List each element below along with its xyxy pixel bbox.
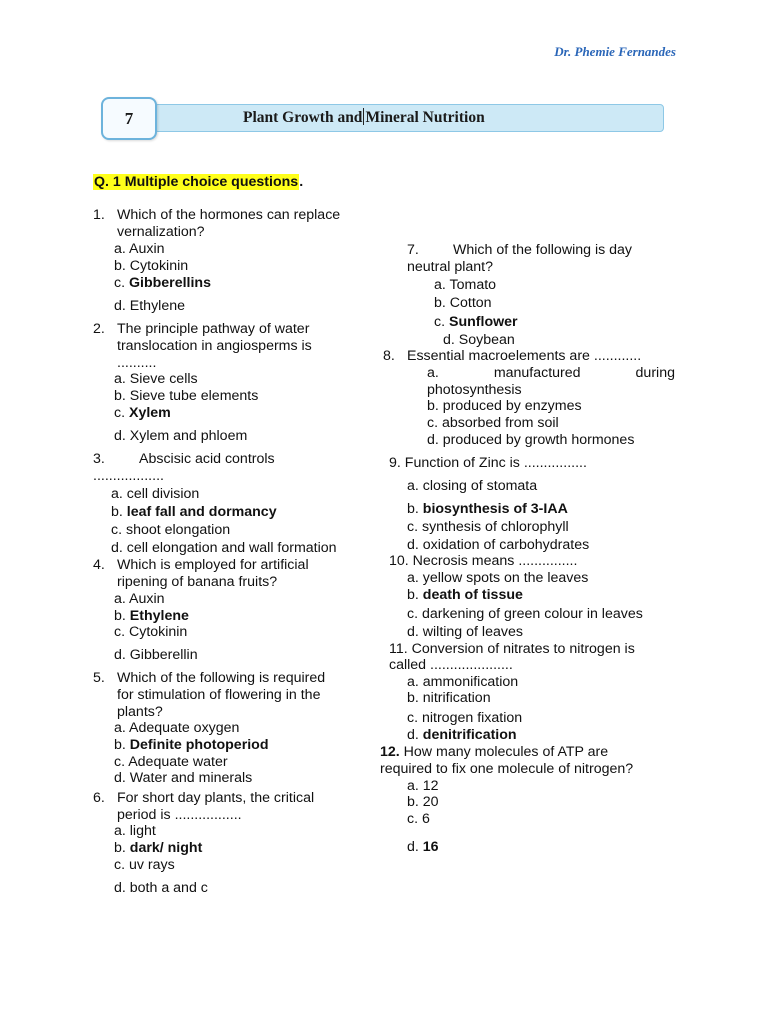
question-2-option-a: a. Sieve cells [114,371,198,387]
question-9-option-d: d. oxidation of carbohydrates [407,537,590,553]
question-2-option-d: d. Xylem and phloem [114,428,248,444]
question-10-text: 10. Necrosis means ............... [389,553,578,569]
question-11-option-d [407,727,517,744]
question-12-text-line-2: required to fix one molecule of nitrogen? [380,761,634,777]
question-6-answer: dark/ night [129,840,203,856]
question-4-option-a: a. Auxin [114,591,165,607]
question-5-answer: Definite photoperiod [129,737,269,753]
option-prefix: c. [434,314,449,330]
question-12-option-d [407,839,439,856]
question-4-text-line-2: ripening of banana fruits? [117,574,278,590]
question-9-option-c: c. synthesis of chlorophyll [407,519,569,535]
question-5-text-line-2: for stimulation of flowering in the [117,687,321,703]
option-prefix: c. [114,405,129,421]
option-prefix: b. [111,504,127,520]
question-5-option-c: c. Adequate water [114,754,228,770]
chapter-title-part2: Mineral Nutrition [365,109,485,126]
question-1-option-d: d. Ethylene [114,298,185,314]
question-2-text-line-2: translocation in angiosperms is [117,338,312,354]
section-heading-suffix: . [299,174,304,190]
question-3-answer: leaf fall and dormancy [126,504,277,520]
question-3-text-line-2: .................. [93,468,164,484]
question-9-answer: biosynthesis of 3-IAA [422,501,568,517]
question-12-answer: 16 [422,839,439,855]
question-8-option-a [427,365,675,382]
question-3-number: 3. [93,451,105,467]
option-a-word-3: during [635,365,675,381]
question-7-option-a: a. Tomato [434,277,497,293]
option-a-word-1: a. [427,365,439,381]
question-5-option-a: a. Adequate oxygen [114,720,240,736]
question-4-option-c: c. Cytokinin [114,624,188,640]
question-1-text-line-2: vernalization? [117,224,205,240]
question-2-text-line-1: The principle pathway of water [117,321,310,337]
question-5-text-line-3: plants? [117,704,163,720]
question-10-answer: death of tissue [422,587,523,603]
question-7-number: 7. [407,242,419,258]
question-1-text-line-1: Which of the hormones can replace [117,207,341,223]
chapter-title [243,108,485,127]
question-12-text-line-1 [380,744,608,761]
question-1-option-c [114,275,211,292]
question-5-text-line-1: Which of the following is required [117,670,326,686]
question-4-answer: Ethylene [129,608,189,624]
question-8-option-d: d. produced by growth hormones [427,432,635,448]
option-prefix: d. [407,839,423,855]
question-1-number: 1. [93,207,105,223]
question-11-text-line-2: called ..................... [389,657,513,673]
question-6-option-d: d. both a and c [114,880,208,896]
question-11-answer: denitrification [422,727,517,743]
question-9-text: 9. Function of Zinc is ................ [389,455,587,471]
chapter-title-part1: Plant Growth and [243,109,363,126]
question-11-option-a: a. ammonification [407,674,519,690]
question-8-text-line-1: Essential macroelements are ............ [407,348,642,364]
question-12-option-c: c. 6 [407,811,430,827]
option-prefix: b. [407,587,423,603]
question-3-option-b [111,504,277,521]
question-1-option-a: a. Auxin [114,241,165,257]
question-7-text-line-2: neutral plant? [407,259,493,275]
question-6-option-b [114,840,202,857]
option-prefix: b. [114,608,130,624]
question-5-option-d: d. Water and minerals [114,770,253,786]
chapter-banner [154,104,664,132]
question-6-number: 6. [93,790,105,806]
question-4-text-line-1: Which is employed for artificial [117,557,309,573]
question-7-text-line-1: Which of the following is day [453,242,633,258]
question-3-option-d: d. cell elongation and wall formation [111,540,337,556]
question-9-option-a: a. closing of stomata [407,478,538,494]
question-12-option-a: a. 12 [407,778,439,794]
question-11-text-line-1: 11. Conversion of nitrates to nitrogen is [389,641,635,657]
option-prefix: b. [407,501,423,517]
question-3-option-a: a. cell division [111,486,200,502]
question-8-number: 8. [383,348,395,364]
question-2-option-b: b. Sieve tube elements [114,388,259,404]
question-3-text-line-1: Abscisic acid controls [139,451,275,467]
question-4-number: 4. [93,557,105,573]
author-name: Dr. Phemie Fernandes [554,44,676,59]
question-12-number: 12. [380,744,400,760]
question-9-option-b [407,501,568,518]
question-10-option-b [407,587,523,604]
question-6-option-c: c. uv rays [114,857,175,873]
question-2-answer: Xylem [128,405,171,421]
chapter-number: 7 [101,97,157,140]
question-11-option-b: b. nitrification [407,690,491,706]
question-1-answer: Gibberellins [128,275,211,291]
question-8-option-c: c. absorbed from soil [427,415,559,431]
question-2-option-c [114,405,171,422]
question-6-text-line-1: For short day plants, the critical [117,790,315,806]
question-1-option-b: b. Cytokinin [114,258,189,274]
option-prefix: b. [114,840,130,856]
question-4-option-d: d. Gibberellin [114,647,198,663]
question-3-option-c: c. shoot elongation [111,522,231,538]
question-6-text-line-2: period is ................. [117,807,242,823]
option-prefix: d. [407,727,423,743]
question-5-number: 5. [93,670,105,686]
question-11-option-c: c. nitrogen fixation [407,710,523,726]
question-7-option-d: d. Soybean [443,332,515,348]
option-prefix: c. [114,275,129,291]
option-a-word-2: manufactured [493,365,581,381]
option-prefix: b. [114,737,130,753]
question-10-option-c: c. darkening of green colour in leaves [407,606,643,622]
question-12-text: How many molecules of ATP are [399,744,609,760]
question-12-option-b: b. 20 [407,794,439,810]
question-5-option-b [114,737,269,754]
question-10-option-d: d. wilting of leaves [407,624,523,640]
question-7-option-c [434,314,518,331]
question-7-answer: Sunflower [448,314,518,330]
question-10-option-a: a. yellow spots on the leaves [407,570,589,586]
question-8-option-a-continued: photosynthesis [427,382,522,398]
question-4-option-b [114,608,189,625]
section-heading [93,174,303,190]
section-heading-text: Q. 1 Multiple choice questions [94,174,299,190]
question-6-option-a: a. light [114,823,156,839]
question-8-option-b: b. produced by enzymes [427,398,582,414]
question-2-text-line-3: .......... [117,355,157,371]
question-7-option-b: b. Cotton [434,295,492,311]
question-2-number: 2. [93,321,105,337]
